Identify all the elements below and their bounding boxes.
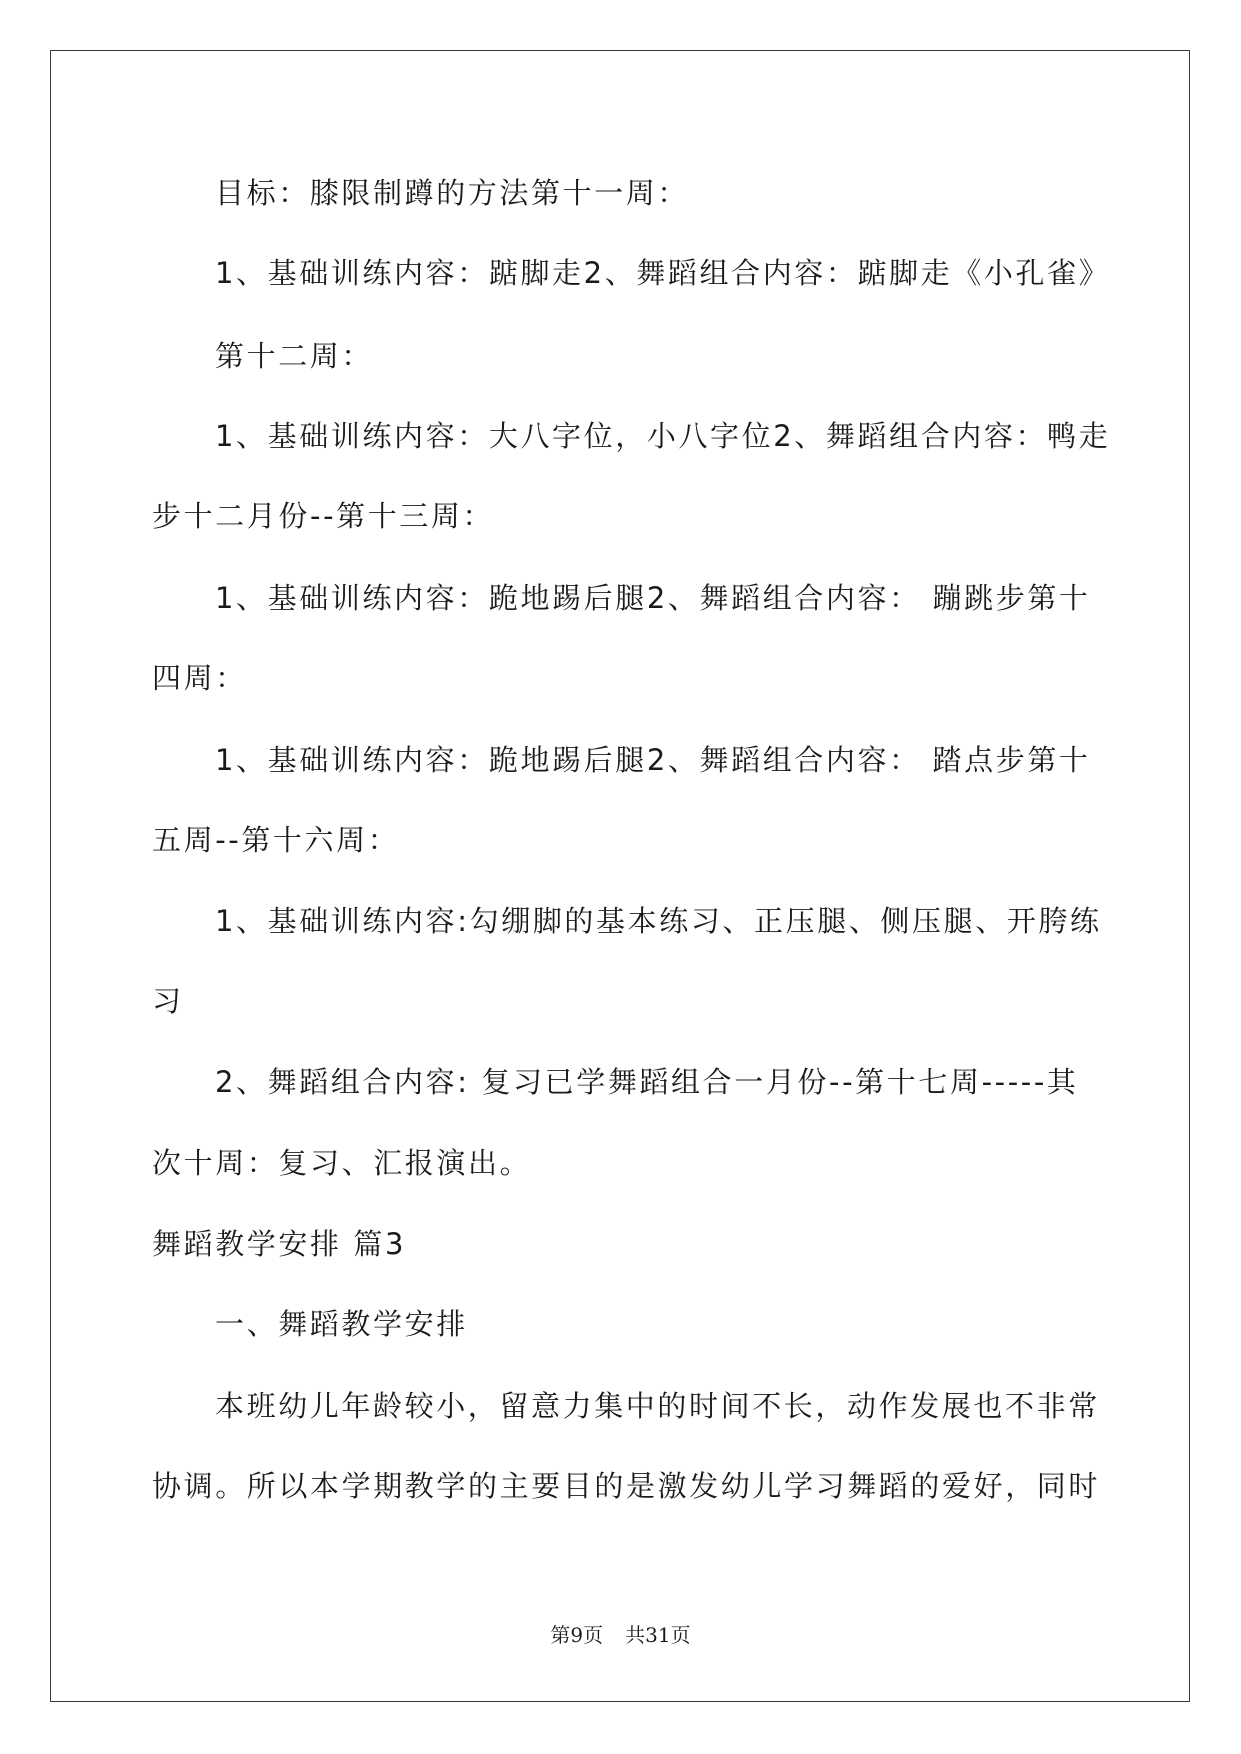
body-line: 次十周：复习、汇报演出。 xyxy=(152,1146,532,1180)
body-line: 四周： xyxy=(152,661,247,695)
body-line: 目标：膝限制蹲的方法第十一周： xyxy=(215,176,690,210)
total-page-count: 共31页 xyxy=(625,1623,691,1647)
body-line: 1、基础训练内容：跪地踢后腿2、舞蹈组合内容： 蹦跳步第十 xyxy=(215,581,1091,615)
body-line: 五周--第十六周： xyxy=(152,823,400,857)
body-line: 1、基础训练内容：踮脚走2、舞蹈组合内容：踮脚走《小孔雀》 xyxy=(215,256,1111,290)
body-line: 习 xyxy=(152,984,184,1018)
current-page-number: 第9页 xyxy=(550,1623,604,1647)
body-line: 本班幼儿年龄较小，留意力集中的时间不长，动作发展也不非常 xyxy=(215,1389,1100,1423)
body-line: 2、舞蹈组合内容: 复习已学舞蹈组合一月份--第十七周-----其 xyxy=(215,1065,1079,1099)
page-border xyxy=(50,50,1190,1702)
body-line: 1、基础训练内容:勾绷脚的基本练习、正压腿、侧压腿、开胯练 xyxy=(215,904,1102,938)
subsection-heading: 一、舞蹈教学安排 xyxy=(215,1307,468,1341)
body-line: 第十二周： xyxy=(215,339,374,373)
section-heading: 舞蹈教学安排 篇3 xyxy=(152,1227,407,1261)
body-line: 协调。所以本学期教学的主要目的是激发幼儿学习舞蹈的爱好，同时 xyxy=(152,1469,1101,1503)
body-line: 步十二月份--第十三周： xyxy=(152,499,495,533)
body-line: 1、基础训练内容：大八字位，小八字位2、舞蹈组合内容：鸭走 xyxy=(215,419,1111,453)
page-footer xyxy=(0,1619,1241,1648)
body-line: 1、基础训练内容：跪地踢后腿2、舞蹈组合内容： 踏点步第十 xyxy=(215,743,1091,777)
